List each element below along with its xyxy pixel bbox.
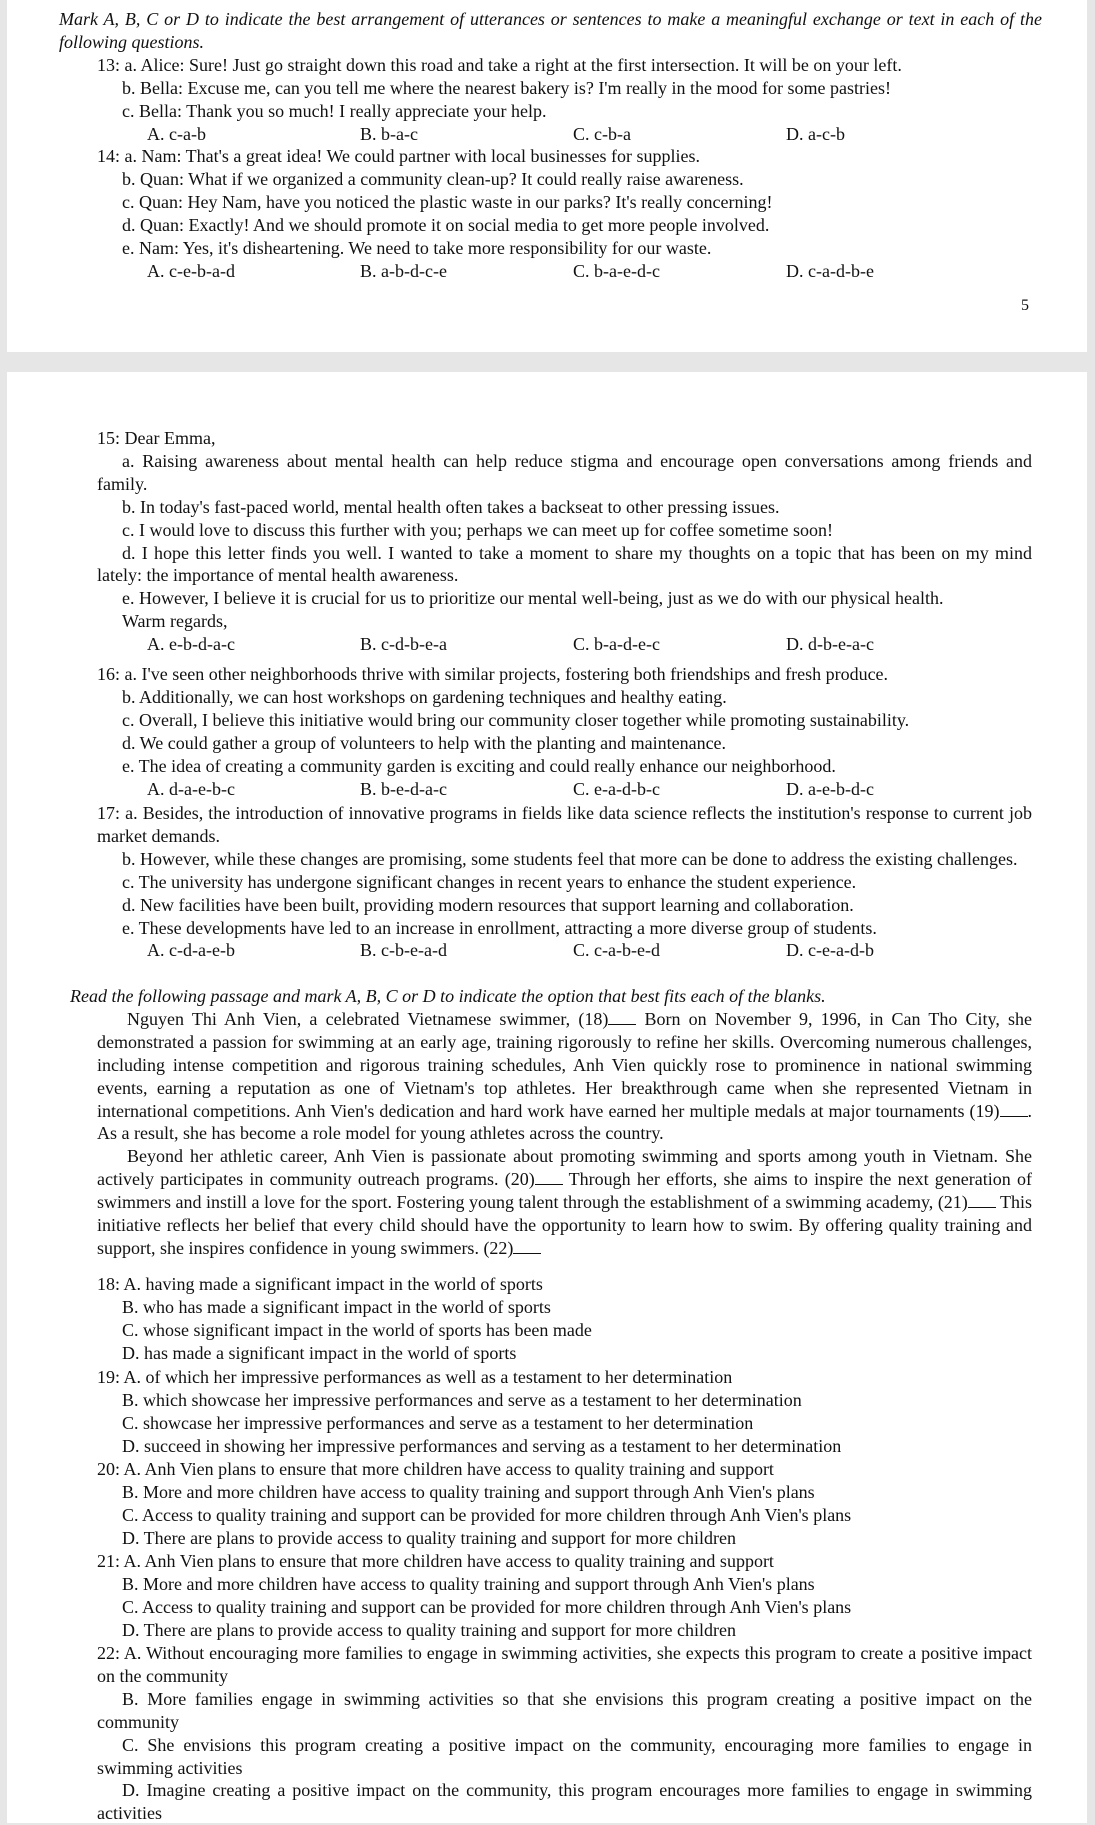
q15-closing: Warm regards, [122,611,228,632]
q16-options [7,778,1087,801]
q14-option-c[interactable]: C. b-a-e-d-c [573,260,660,281]
q16-option-b[interactable]: B. b-e-d-a-c [360,778,447,799]
q13-option-a[interactable]: A. c-a-b [147,123,206,144]
passage-p1-part-2: Born on November 9, 1996, in Can Tho City, she demonstrated a passion for swimming at an early age, training rigorously to refine her skills. Overcoming numerous challenges, including intense competition and rigorous training schedules, Anh Vien quickly rose to prominence in national swimming events, earning a reputation as one of Vietnam's top athletes. Her breakthrough came when she represented Vietnam in international competitions. Anh Vien's dedication and hard work have earned her multiple medals at major tournaments (19) [97,1008,1032,1121]
q16-line-a: 16: a. I've seen other neighborhoods thrive with similar projects, fostering both friendships and fresh produce. [97,664,889,684]
q21-option-d[interactable]: D. There are plans to provide access to quality training and support for more children [122,1619,736,1640]
reading-section [7,985,1087,1260]
q21-option-c[interactable]: C. Access to quality training and support can be provided for more children through Anh Vien's plans [122,1596,852,1617]
q16-option-c[interactable]: C. e-a-d-b-c [573,778,660,799]
blank-22 [513,1239,541,1254]
q15-line-b: b. In today's fast-paced world, mental health often takes a backseat to other pressing issues. [122,496,780,517]
question-15 [7,427,1087,656]
q13-line-c: c. Bella: Thank you so much! I really appreciate your help. [122,100,547,121]
q20-option-c[interactable]: C. Access to quality training and support can be provided for more children through Anh Vien's plans [122,1504,852,1525]
q22-option-a[interactable]: 22: A. Without encouraging more families to engage in swimming activities, she expects this program to create a positive impact on the community [97,1643,1032,1686]
question-22 [7,1642,1087,1825]
q15-option-d[interactable]: D. d-b-e-a-c [786,634,874,655]
instruction-arrangement: Mark A, B, C or D to indicate the best arrangement of utterances or sentences to make a meaningful exchange or text in each of the following questions. [59,9,1042,52]
q14-option-d[interactable]: D. c-a-d-b-e [786,260,874,281]
q17-options [7,939,1087,962]
blank-18 [608,1010,636,1025]
q20-option-a[interactable]: 20: A. Anh Vien plans to ensure that more children have access to quality training and support [97,1459,774,1479]
q15-line-e: e. However, I believe it is crucial for us to prioritize our mental well-being, just as we do with our physical health. [122,588,944,609]
q14-line-d: d. Quan: Exactly! And we should promote it on social media to get more people involved. [122,214,770,235]
question-20 [7,1458,1087,1550]
q13-line-b: b. Bella: Excuse me, can you tell me where the nearest bakery is? I'm really in the mood for some pastries! [122,77,891,98]
q15-option-c[interactable]: C. b-a-d-e-c [573,634,660,655]
q16-option-a[interactable]: A. d-a-e-b-c [147,778,235,799]
q18-option-d[interactable]: D. has made a significant impact in the world of sports [122,1342,517,1363]
q18-option-c[interactable]: C. whose significant impact in the world of sports has been made [122,1319,592,1340]
q17-line-a: 17: a. Besides, the introduction of innovative programs in fields like data science reflects the institution's response to current job market demands. [97,803,1032,846]
q20-option-b[interactable]: B. More and more children have access to quality training and support through Anh Vien's plans [122,1481,815,1502]
q15-line-d: d. I hope this letter finds you well. I wanted to take a moment to share my thoughts on a topic that has been on my mind lately: the importance of mental health awareness. [97,542,1032,586]
q17-line-c: c. The university has undergone significant changes in recent years to enhance the student experience. [122,871,857,892]
q17-option-b[interactable]: B. c-b-e-a-d [360,940,447,961]
q19-option-d[interactable]: D. succeed in showing her impressive performances and serving as a testament to her determination [122,1435,842,1456]
q18-option-a[interactable]: 18: A. having made a significant impact in the world of sports [97,1274,543,1294]
q14-option-a[interactable]: A. c-e-b-a-d [147,260,235,281]
passage-paragraph-2 [7,1145,1087,1260]
q17-option-d[interactable]: D. c-e-a-d-b [786,940,874,961]
blank-20 [535,1170,563,1185]
passage-paragraph-1 [7,1008,1087,1145]
q15-option-b[interactable]: B. c-d-b-e-a [360,634,447,655]
q14-line-a: 14: a. Nam: That's a great idea! We could partner with local businesses for supplies. [97,146,700,166]
question-18 [7,1273,1087,1365]
instruction-passage: Read the following passage and mark A, B, C or D to indicate the option that best fits each of the blanks. [70,986,826,1006]
q16-line-b: b. Additionally, we can host workshops on gardening techniques and healthy eating. [122,686,727,707]
q13-option-d[interactable]: D. a-c-b [786,123,845,144]
q21-option-a[interactable]: 21: A. Anh Vien plans to ensure that more children have access to quality training and support [97,1551,774,1571]
q14-line-c: c. Quan: Hey Nam, have you noticed the plastic waste in our parks? It's really concerning! [122,191,773,212]
passage-p1-part-1: Nguyen Thi Anh Vien, a celebrated Vietnamese swimmer, (18) [127,1008,609,1029]
blank-19 [1000,1102,1028,1117]
q14-line-e: e. Nam: Yes, it's disheartening. We need to take more responsibility for our waste. [122,237,712,258]
passage-p2-part-2: Through her efforts, she aims to inspire the next generation of swimmers and instill a love for the sport. Fostering young talent through the establishment of a swimming academy, (21) [97,1169,1032,1213]
question-14 [7,145,1087,282]
q16-line-d: d. We could gather a group of volunteers to help with the planting and maintenance. [122,732,727,753]
q19-option-b[interactable]: B. which showcase her impressive performances and serve as a testament to her determination [122,1389,802,1410]
q19-option-c[interactable]: C. showcase her impressive performances and serve as a testament to her determination [122,1412,754,1433]
q16-line-c: c. Overall, I believe this initiative would bring our community closer together while promoting sustainability. [122,709,910,730]
q22-option-c[interactable]: C. She envisions this program creating a positive impact on the community, encouraging more families to engage in swimming activities [97,1734,1032,1778]
passage-p2-part-3: This initiative reflects her belief that every child should have the opportunity to learn how to swim. By offering quality training and support, she inspires confidence in young swimmers. (22) [97,1192,1032,1258]
q13-options [7,123,1087,146]
q14-line-b: b. Quan: What if we organized a community clean-up? It could really raise awareness. [122,168,744,189]
question-19 [7,1366,1087,1458]
q20-option-d[interactable]: D. There are plans to provide access to quality training and support for more children [122,1527,736,1548]
q17-line-b: b. However, while these changes are promising, some students feel that more can be done to address the existing challenges. [122,848,1018,869]
q15-salutation: 15: Dear Emma, [97,428,216,448]
q15-line-c: c. I would love to discuss this further with you; perhaps we can meet up for coffee sometime soon! [122,519,833,540]
passage-p1-part-3: . As a result, she has become a role model for young athletes across the country. [97,1100,1032,1144]
blank-21 [968,1193,996,1208]
question-17 [7,802,1087,962]
q15-option-a[interactable]: A. e-b-d-a-c [147,634,235,655]
page-5 [7,0,1087,352]
q14-options [7,260,1087,283]
q19-option-a[interactable]: 19: A. of which her impressive performances as well as a testament to her determination [97,1367,733,1387]
question-16 [7,663,1087,800]
q17-line-d: d. New facilities have been built, providing modern resources that support learning and collaboration. [122,894,854,915]
page-6 [7,372,1087,1823]
q22-option-d[interactable]: D. Imagine creating a positive impact on the community, this program encourages more families to engage in swimming activities [97,1780,1032,1824]
q16-option-d[interactable]: D. a-e-b-d-c [786,778,874,799]
passage-p2-part-1: Beyond her athletic career, Anh Vien is passionate about promoting swimming and sports among youth in Vietnam. She actively participates in community outreach programs. (20) [97,1146,1032,1190]
q18-option-b[interactable]: B. who has made a significant impact in the world of sports [122,1296,551,1317]
question-13 [7,54,1087,146]
q14-option-b[interactable]: B. a-b-d-c-e [360,260,447,281]
page-number: 5 [1021,297,1029,314]
q13-line-a: 13: a. Alice: Sure! Just go straight down this road and take a right at the first intersection. It will be on your left. [97,55,902,75]
q15-options [7,633,1087,656]
q21-option-b[interactable]: B. More and more children have access to quality training and support through Anh Vien's plans [122,1573,815,1594]
q15-line-a: a. Raising awareness about mental health can help reduce stigma and encourage open conversations among friends and family. [97,450,1032,494]
q16-line-e: e. The idea of creating a community garden is exciting and could really enhance our neighborhood. [122,755,836,776]
q17-option-c[interactable]: C. c-a-b-e-d [573,940,660,961]
q13-option-c[interactable]: C. c-b-a [573,123,631,144]
q17-option-a[interactable]: A. c-d-a-e-b [147,940,235,961]
question-21 [7,1550,1087,1642]
q13-option-b[interactable]: B. b-a-c [360,123,418,144]
q22-option-b[interactable]: B. More families engage in swimming activities so that she envisions this program creating a positive impact on the community [97,1688,1032,1732]
q17-line-e: e. These developments have led to an increase in enrollment, attracting a more diverse group of students. [122,917,877,938]
